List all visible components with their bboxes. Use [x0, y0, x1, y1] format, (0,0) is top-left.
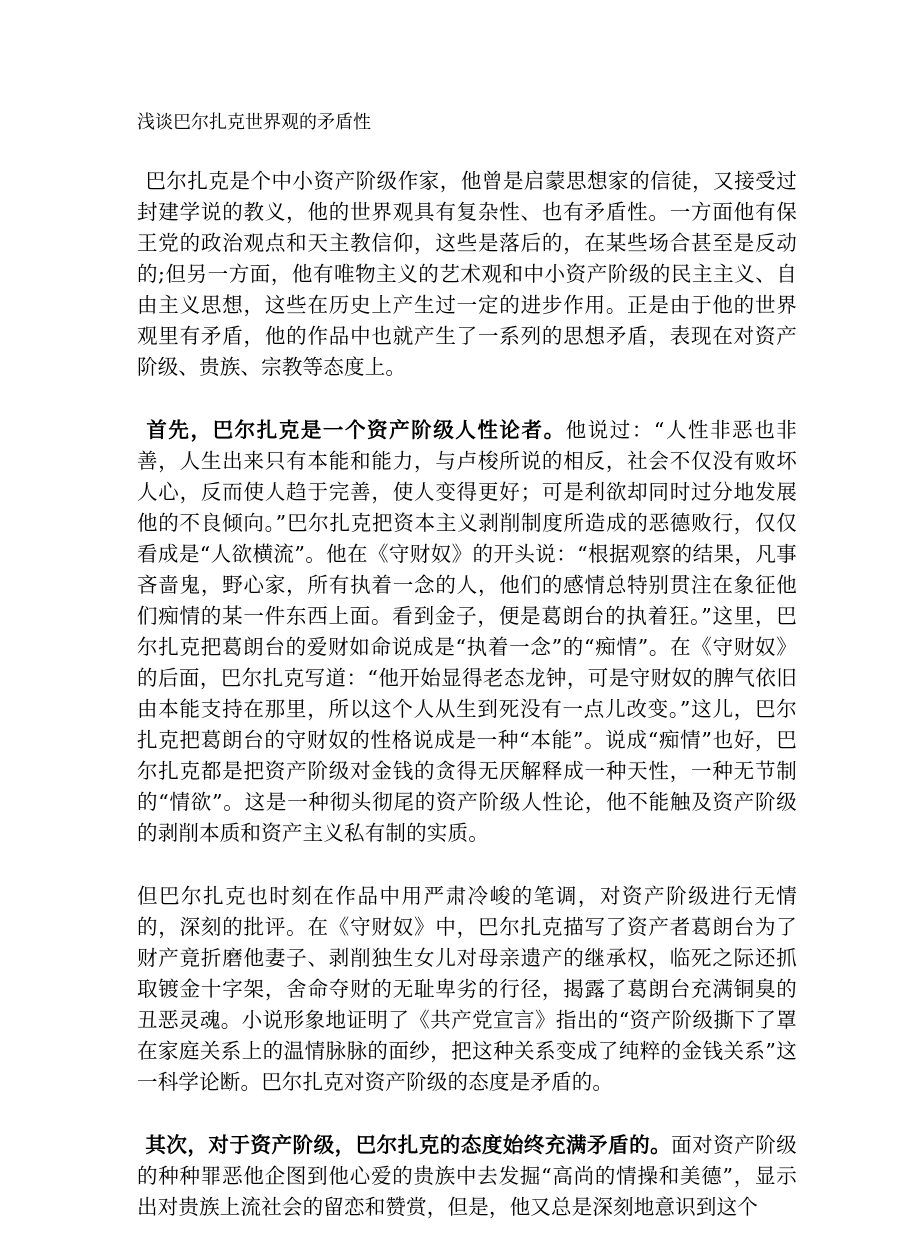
- paragraph-2: [137, 415, 797, 849]
- paragraph-lead: 其次，对于资产阶级，巴尔扎克的态度始终充满矛盾的。: [145, 1133, 672, 1157]
- paragraph-1: [137, 166, 797, 383]
- paragraph-3: [137, 881, 797, 1098]
- document-page: [137, 104, 797, 1255]
- paragraph-4: [137, 1130, 797, 1223]
- paragraph-text: 面对资产阶级的种种罪恶他企图到他心爱的贵族中去发掘“高尚的情操和美德”，显示出对贵族上流社会的留恋和赞赏，但是，他又总是深刻地意识到这个: [137, 1133, 798, 1219]
- paragraph-text: 但巴尔扎克也时刻在作品中用严肃冷峻的笔调，对资产阶级进行无情的，深刻的批评。在《守财奴》中，巴尔扎克描写了资产者葛朗台为了财产竟折磨他妻子、剥削独生女儿对母亲遗产的继承权，临死之际还抓取镀金十字架，舍命夺财的无耻卑劣的行径，揭露了葛朗台充满铜臭的丑恶灵魂。小说形象地证明了《共产党宣言》指出的“资产阶级撕下了罩在家庭关系上的温情脉脉的面纱，把这种关系变成了纯粹的金钱关系”这一科学论断。巴尔扎克对资产阶级的态度是矛盾的。: [137, 884, 797, 1094]
- paragraph-text: 巴尔扎克是个中小资产阶级作家，他曾是启蒙思想家的信徒，又接受过封建学说的教义，他的世界观具有复杂性、也有矛盾性。一方面他有保王党的政治观点和天主教信仰，这些是落后的，在某些场合甚至是反动的;但另一方面，他有唯物主义的艺术观和中小资产阶级的民主主义、自由主义思想，这些在历史上产生过一定的进步作用。正是由于他的世界观里有矛盾，他的作品中也就产生了一系列的思想矛盾，表现在对资产阶级、贵族、宗教等态度上。: [137, 169, 797, 379]
- paragraph-text: 他说过：“人性非恶也非善，人生出来只有本能和能力，与卢梭所说的相反，社会不仅没有败坏人心，反而使人趋于完善，使人变得更好；可是利欲却同时过分地发展他的不良倾向。”巴尔扎克把资本主义剥削制度所造成的恶德败行，仅仅看成是“人欲横流”。他在《守财奴》的开头说：“根据观察的结果，凡事吝啬鬼，野心家，所有执着一念的人，他们的感情总特别贯注在象征他们痴情的某一件东西上面。看到金子，便是葛朗台的执着狂。”这里，巴尔扎克把葛朗台的爱财如命说成是“执着一念”的“痴情”。在《守财奴》的后面，巴尔扎克写道：“他开始显得老态龙钟，可是守财奴的脾气依旧由本能支持在那里，所以这个人从生到死没有一点儿改变。”这儿，巴尔扎克把葛朗台的守财奴的性格说成是一种“本能”。说成“痴情”也好，巴尔扎克都是把资产阶级对金钱的贪得无厌解释成一种天性，一种无节制的“情欲”。这是一种彻头彻尾的资产阶级人性论，他不能触及资产阶级的剥削本质和资产主义私有制的实质。: [137, 418, 797, 845]
- paragraph-lead: 首先，巴尔扎克是一个资产阶级人性论者。: [145, 418, 566, 442]
- document-title: 浅谈巴尔扎克世界观的矛盾性: [137, 112, 371, 133]
